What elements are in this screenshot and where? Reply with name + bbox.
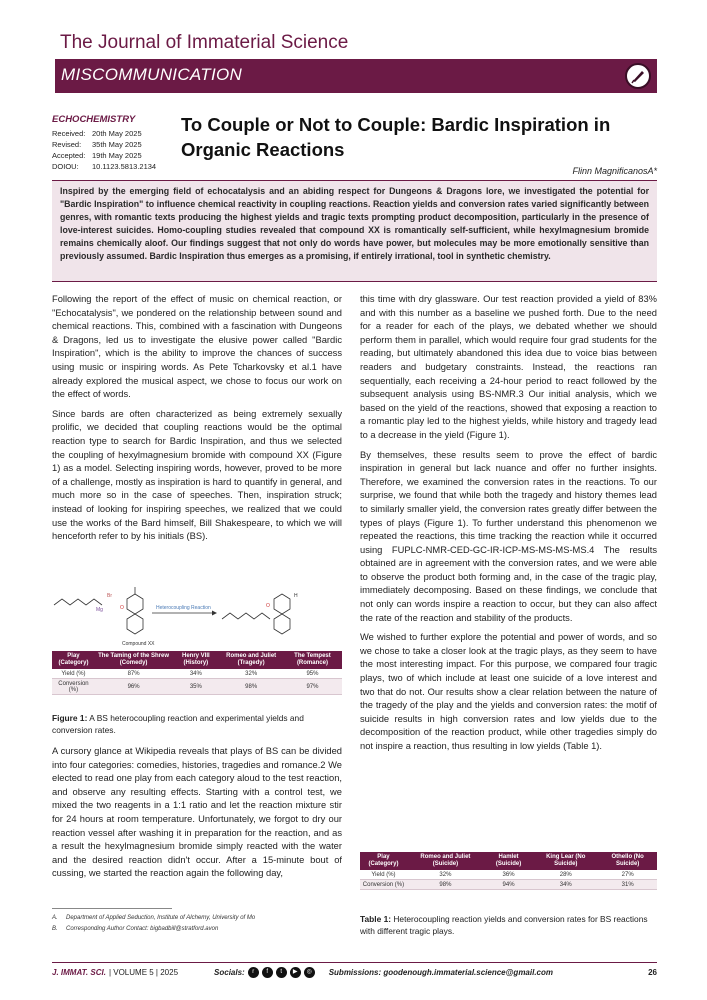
paragraph: A cursory glance at Wikipedia reveals that plays of BS can be divided into four categories: comedies, histories, tragedies and romance.2 We elected to read one play from each category aloud to the test reaction, and observe any resulting effects. Starting with a control test, we mixed the two reagents in a 1:1 ratio and let the reaction mixture stir for 24 hours at room temperature. Unfortunately, we forgot to dry our reaction vessel after washing it in preparation for the reaction, and as a result the hexylmagnesium bromide simply reacted with the water and the desired reaction didn't occur. After a 15-minute bout of cussing, we started the reaction again the following day, (52, 746, 342, 879)
table-header: Romeo and Juliet (Tragedy) (219, 651, 283, 669)
table-header: Henry VIII (History) (172, 651, 219, 669)
table-cell: Yield (%) (52, 669, 95, 679)
reaction-scheme (52, 585, 342, 647)
table-row (360, 870, 657, 880)
tragedy-table (360, 852, 657, 890)
metadata-value: 20th May 2025 (92, 129, 142, 138)
table-cell: Conversion (%) (360, 880, 407, 890)
metadata-key: Received: (52, 129, 86, 138)
footnote-key: A. (52, 915, 58, 921)
table-header: Hamlet (Suicide) (484, 852, 533, 870)
abstract: Inspired by the emerging field of echocatalysis and an abiding respect for Dungeons & Dragons lore, we investigated the potential for "Bardic Inspiration" to influence chemical reactivity in coupling reactions. Reaction yields and conversion rates varied significantly between genres, with romantic texts producing the highest yields and tragic texts prompting product decomposition, particularly in the presence of love-interest suicides. Homo-coupling studies revealed that compound XX is romantically self-sufficient, while hexylmagnesium bromide remains chemically aloof. Our findings suggest that not only do words have power, but molecules may be more emotionally sensitive than previously assumed. Bardic Inspiration thus emerges as a promising, if entirely irrational, tool in synthetic chemistry. (52, 180, 657, 282)
metadata-value: 19th May 2025 (92, 151, 142, 160)
table-cell: 32% (219, 669, 283, 679)
footer-volume: | VOLUME 5 | 2025 (108, 968, 179, 977)
article-author: Flinn MagnificanosA* (572, 166, 657, 176)
table-cell: 96% (95, 679, 172, 695)
submissions-contact: Submissions: goodenough.immaterial.science@gmail.com (328, 968, 553, 977)
reddit-icon[interactable]: r (248, 967, 259, 978)
journal-name: The Journal of Immaterial Science (60, 32, 349, 53)
table-header: The Tempest (Romance) (283, 651, 342, 669)
metadata-key: Revised: (52, 140, 82, 149)
table-header: Play (Category) (360, 852, 407, 870)
table-cell: 32% (407, 870, 484, 880)
table-header: The Taming of the Shrew (Comedy) (95, 651, 172, 669)
o-label: O (120, 605, 124, 611)
paragraph: By themselves, these results seem to prove the effect of bardic inspiration in general but lack nuance and offer no further insights. Therefore, we examined the conversion rates in the reactions. To our surprise, we found that while both the tragedy and history themes lead to similarly smaller yield, the conversion rates greatly differ between the types of plays (Figure 1). To further understand this phenomenon we repeated the reactions, this time tracking the reaction while it occurred using FUPLC-NMR-CED-GC-IR-ICP-MS-MS-MS-MS.4 The results obtained are in agreement with the conversion rates, and we were able to observe the product both forming and, in the case of the tragic play, immediately decomposing. Based on these findings, we conclude that not only can words inspire a reaction to occur, but they can also affect the rate of the reaction and stability of the products. (360, 449, 657, 623)
metadata-value: 10.1123.5813.2134 (92, 162, 157, 171)
page-footer (52, 962, 657, 982)
table-row (360, 880, 657, 890)
product-o-label: O (266, 603, 270, 609)
table-cell: 34% (533, 880, 598, 890)
article-title: To Couple or Not to Couple: Bardic Inspiration in Organic Reactions (181, 114, 611, 160)
metadata-row (52, 128, 177, 139)
footnote-text: Department of Applied Seduction, Institute of Alchemy, University of Mo (66, 915, 256, 921)
metadata-row (52, 139, 177, 150)
table-cell: 87% (95, 669, 172, 679)
quill-logo-icon (625, 63, 651, 89)
table-cell: 27% (598, 870, 657, 880)
table-cell: 28% (533, 870, 598, 880)
br-label: Br (107, 593, 112, 599)
body-column-left (52, 293, 342, 550)
banner-label: MISCOMMUNICATION (61, 65, 243, 84)
table-header: King Lear (No Suicide) (533, 852, 598, 870)
section-label: ECHOCHEMISTRY (52, 114, 136, 125)
paragraph: this time with dry glassware. Our test reaction provided a yield of 83% and with this number as a baseline we pushed forth. Due to the need for a reader for each of the plays, we debated whether we should perform them in parallel, which would require four grad students for the reading, but ultimately abandoned this idea due to voice bias between readers and budgetary constraints. Instead, the reactions ran sequentially, each receiving a 24-hour period to react followed by the subsequent analysis using BS-NMR.3 Our initial analysis, which we based on the yield of the reactions, showed that exposing a reaction to a romantic play led to the highest yields, while history and tragedy lead to a decrease in the yield (Figure 1). (360, 294, 657, 440)
table-cell: 94% (484, 880, 533, 890)
table-header: Othello (No Suicide) (598, 852, 657, 870)
footnote-text: Corresponding Author Contact: bigbadbill@stratford.avon (66, 926, 219, 932)
footnote-key: B. (52, 926, 58, 932)
table-row (52, 679, 342, 695)
table-row (52, 669, 342, 679)
table-header: Play (Category) (52, 651, 95, 669)
paragraph: We wished to further explore the potential and power of words, and so we chose to take a closer look at the tragic plays, as they seem to have the most interesting impact. For this purpose, we compared four tragic plays, two of which include at least one suicide of a love interest and two that do not. Our results show a clear relation between the nature of the tragedy of the play and the yields and conversion rates: the motif of suicide results in high conversion rates and low yields due to the decomposition of the reaction product, while other tragedies simply do not inspire a reaction, thus resulting in low yields (Table 1). (360, 632, 657, 751)
socials-label: Socials: (214, 968, 245, 977)
compound-label: Compound XX (122, 641, 155, 647)
youtube-icon[interactable]: ▶ (290, 967, 301, 978)
h-label: H (294, 593, 298, 599)
mg-label: Mg (96, 607, 103, 613)
footnote (52, 913, 342, 924)
table-cell: 34% (172, 669, 219, 679)
table-cell: 36% (484, 870, 533, 880)
facebook-icon[interactable]: f (262, 967, 273, 978)
footer-journal: J. IMMAT. SCI. (52, 968, 106, 977)
table-header: Romeo and Juliet (Suicide) (407, 852, 484, 870)
hexyl-chain (54, 599, 102, 605)
body-column-right (360, 293, 657, 760)
table-cell: 31% (598, 880, 657, 890)
metadata-key: DOIOU: (52, 162, 79, 171)
table-cell: 98% (219, 679, 283, 695)
twitter-icon[interactable]: t (276, 967, 287, 978)
metadata-value: 35th May 2025 (92, 140, 142, 149)
arrow-label: Heterocoupling Reaction (156, 605, 211, 611)
product-structure (222, 593, 298, 634)
body-column-left-continued (52, 745, 342, 887)
footnote (52, 924, 342, 935)
table-caption: Table 1: Heterocoupling reaction yields and conversion rates for BS reactions with different tragic plays. (360, 914, 648, 936)
article-metadata (52, 114, 177, 172)
table-cell: 35% (172, 679, 219, 695)
metadata-key: Accepted: (52, 151, 86, 160)
table-cell: 98% (407, 880, 484, 890)
figure-caption: Figure 1: A BS heterocoupling reaction and experimental yields and conversion rates. (52, 713, 304, 735)
section-banner (55, 59, 657, 93)
instagram-icon[interactable]: ◎ (304, 967, 315, 978)
metadata-row (52, 161, 177, 172)
footnote-divider (52, 908, 172, 909)
table-cell: Conversion (%) (52, 679, 95, 695)
table-cell: 97% (283, 679, 342, 695)
page-number: 26 (648, 968, 657, 977)
paragraph: Following the report of the effect of music on chemical reaction, or "Echocatalysis", we pondered on the relationship between sound and chemical reactions. This, combined with a fascination with Dungeons & Dragons, led us to investigate the elusive power called "Bardic Inspiration", which is the ability to improve the chances of success using music or inspiring words. As Pete Tcharkovsky et al.1 have already explored the musical aspect, we chose to focus our work on the effect of words. (52, 294, 342, 400)
table-cell: 95% (283, 669, 342, 679)
footnotes (52, 913, 342, 935)
compound-xx-structure (120, 587, 143, 634)
table-cell: Yield (%) (360, 870, 407, 880)
paragraph: Since bards are often characterized as being extremely sexually prolific, we decided that coupling reactions would be the optimal reaction type to search for Bardic Inspiration, and thus we selected the coupling of hexylmagnesium bromide with compound XX (Figure 1) as a model. Selecting inspiring words, however, proved to be more of a challenge, mostly as inspiration is hard to quantify in general, and much more so in the case of speeches. Then, inspiration struck; instead of looking for inspiring speeches, we realized that we could use the works of the Bard himself, Bill Shakespeare, to which we will henceforth refer to by his initials (BS). (52, 408, 342, 542)
metadata-row (52, 150, 177, 161)
yield-table-figure1 (52, 651, 342, 695)
